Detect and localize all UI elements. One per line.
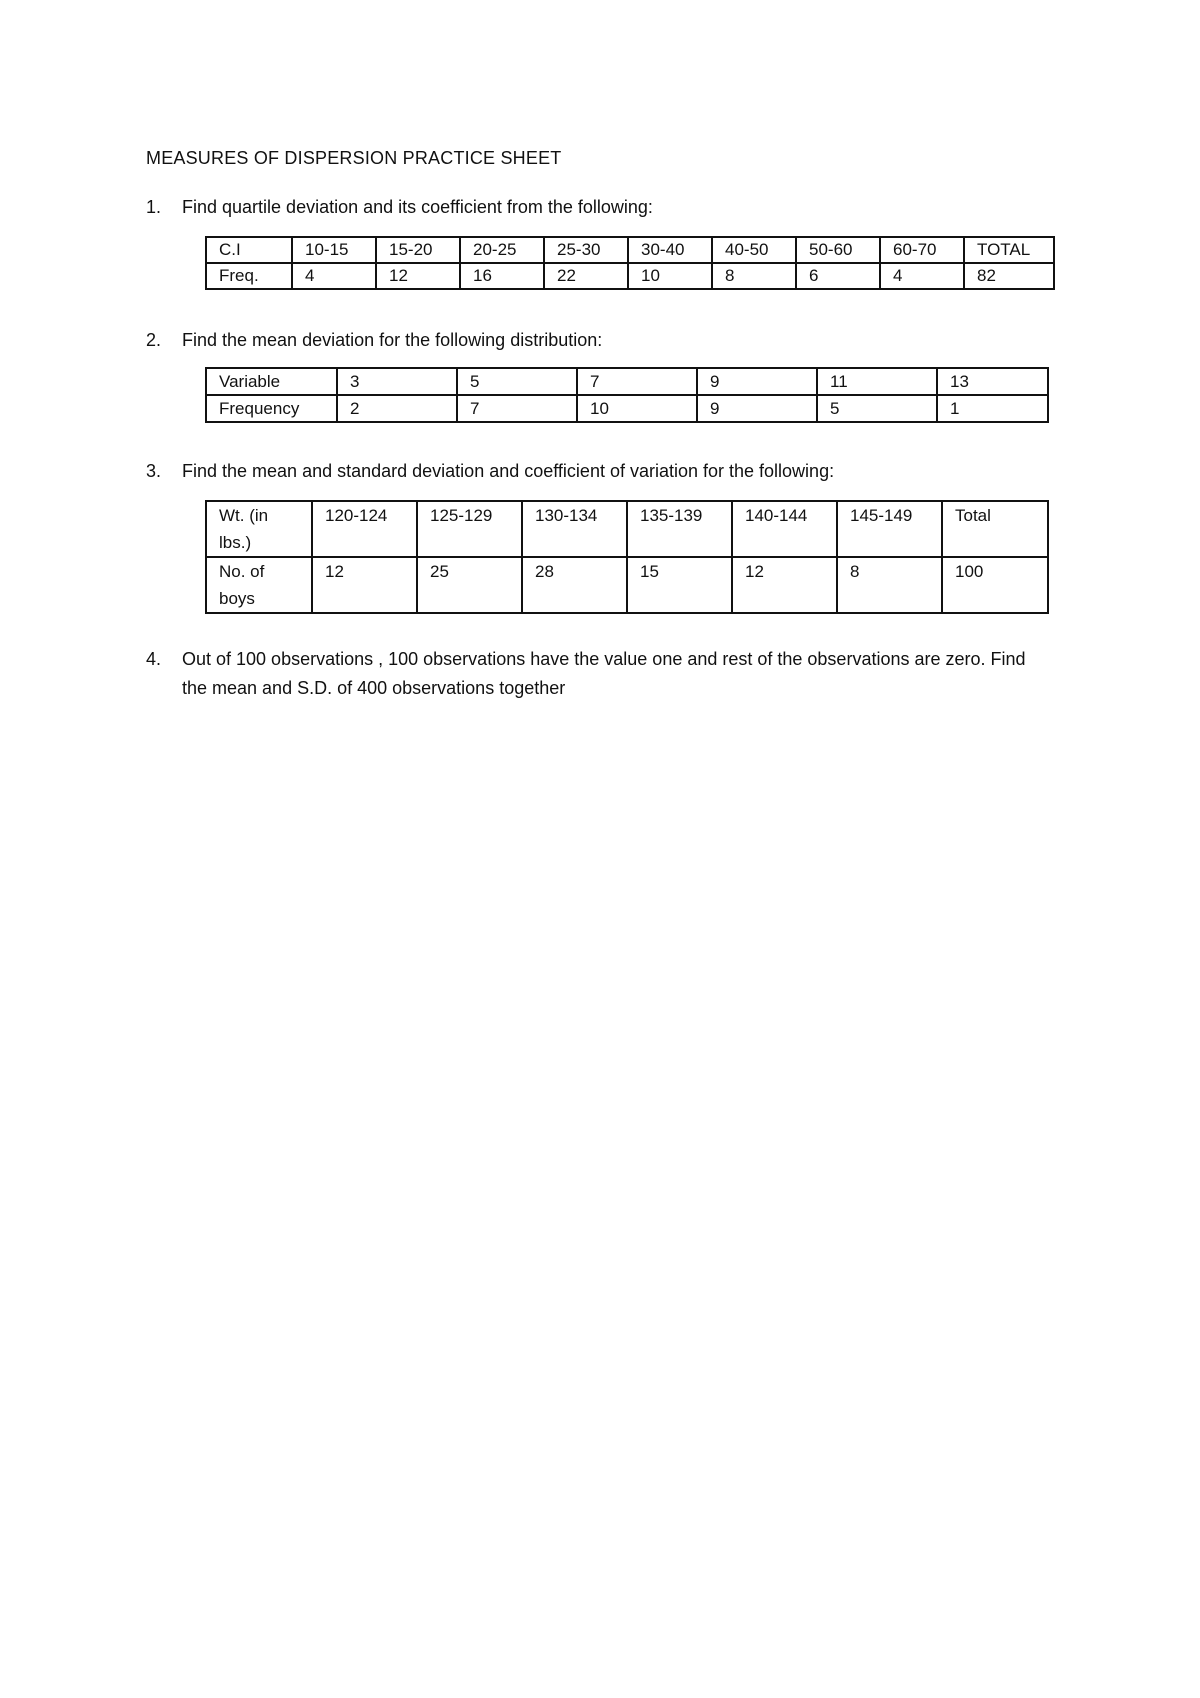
- table-cell: 11: [817, 368, 937, 395]
- quartile-deviation-table: [205, 236, 1055, 290]
- question-number: 3.: [146, 461, 162, 481]
- table-cell: 6: [796, 263, 880, 289]
- table-row: [206, 395, 1048, 422]
- standard-deviation-table: [205, 500, 1049, 614]
- table-cell: 1: [937, 395, 1048, 422]
- table-cell: 2: [337, 395, 457, 422]
- table-cell: 30-40: [628, 237, 712, 263]
- table-cell: 12: [312, 557, 417, 613]
- table-row: [206, 263, 1054, 289]
- question-1: [146, 193, 653, 222]
- table-cell: 10: [628, 263, 712, 289]
- table-row: [206, 501, 1048, 557]
- question-number: 4.: [146, 649, 162, 669]
- question-number: 2.: [146, 330, 162, 350]
- page-title: MEASURES OF DISPERSION PRACTICE SHEET: [146, 148, 562, 168]
- question-text: Find the mean and standard deviation and coefficient of variation for the following:: [182, 461, 835, 481]
- question-4: [146, 645, 1052, 703]
- table-cell: 16: [460, 263, 544, 289]
- table-cell: 28: [522, 557, 627, 613]
- table-cell: 4: [880, 263, 964, 289]
- table-cell: 20-25: [460, 237, 544, 263]
- table-cell: 13: [937, 368, 1048, 395]
- question-text: Find the mean deviation for the following distribution:: [182, 330, 603, 350]
- table-cell: 8: [712, 263, 796, 289]
- table-cell: Total: [942, 501, 1048, 557]
- table-cell: C.I: [206, 237, 292, 263]
- table-cell: 40-50: [712, 237, 796, 263]
- table-cell: 7: [457, 395, 577, 422]
- table-cell: 5: [457, 368, 577, 395]
- table-cell: 130-134: [522, 501, 627, 557]
- table-cell: 60-70: [880, 237, 964, 263]
- table-cell: 7: [577, 368, 697, 395]
- table-cell: 10: [577, 395, 697, 422]
- table-cell: 120-124: [312, 501, 417, 557]
- table-cell: 15-20: [376, 237, 460, 263]
- table-cell: 15: [627, 557, 732, 613]
- table-cell: 8: [837, 557, 942, 613]
- question-2: [146, 326, 603, 355]
- table-cell: No. of boys: [206, 557, 312, 613]
- table-cell: 100: [942, 557, 1048, 613]
- mean-deviation-table: [205, 367, 1049, 423]
- table-cell: 50-60: [796, 237, 880, 263]
- table-cell: 3: [337, 368, 457, 395]
- question-text: Out of 100 observations , 100 observations have the value one and rest of the observations are zero. Find the mean and S.D. of 400 observations together: [182, 649, 1026, 698]
- question-text: Find quartile deviation and its coefficient from the following:: [182, 197, 653, 217]
- table-cell: Frequency: [206, 395, 337, 422]
- table-row: [206, 368, 1048, 395]
- table-cell: Variable: [206, 368, 337, 395]
- table-cell: 140-144: [732, 501, 837, 557]
- table-row: [206, 237, 1054, 263]
- table-cell: Wt. (in lbs.): [206, 501, 312, 557]
- table-cell: 9: [697, 395, 817, 422]
- table-cell: 9: [697, 368, 817, 395]
- table-cell: 12: [732, 557, 837, 613]
- table-cell: 4: [292, 263, 376, 289]
- table-cell: 25: [417, 557, 522, 613]
- question-3: [146, 457, 835, 486]
- table-cell: 135-139: [627, 501, 732, 557]
- table-cell: 22: [544, 263, 628, 289]
- table-cell: TOTAL: [964, 237, 1054, 263]
- table-cell: 82: [964, 263, 1054, 289]
- table-cell: 125-129: [417, 501, 522, 557]
- table-row: [206, 557, 1048, 613]
- table-cell: Freq.: [206, 263, 292, 289]
- table-cell: 5: [817, 395, 937, 422]
- question-number: 1.: [146, 197, 162, 217]
- table-cell: 145-149: [837, 501, 942, 557]
- table-cell: 12: [376, 263, 460, 289]
- table-cell: 25-30: [544, 237, 628, 263]
- table-cell: 10-15: [292, 237, 376, 263]
